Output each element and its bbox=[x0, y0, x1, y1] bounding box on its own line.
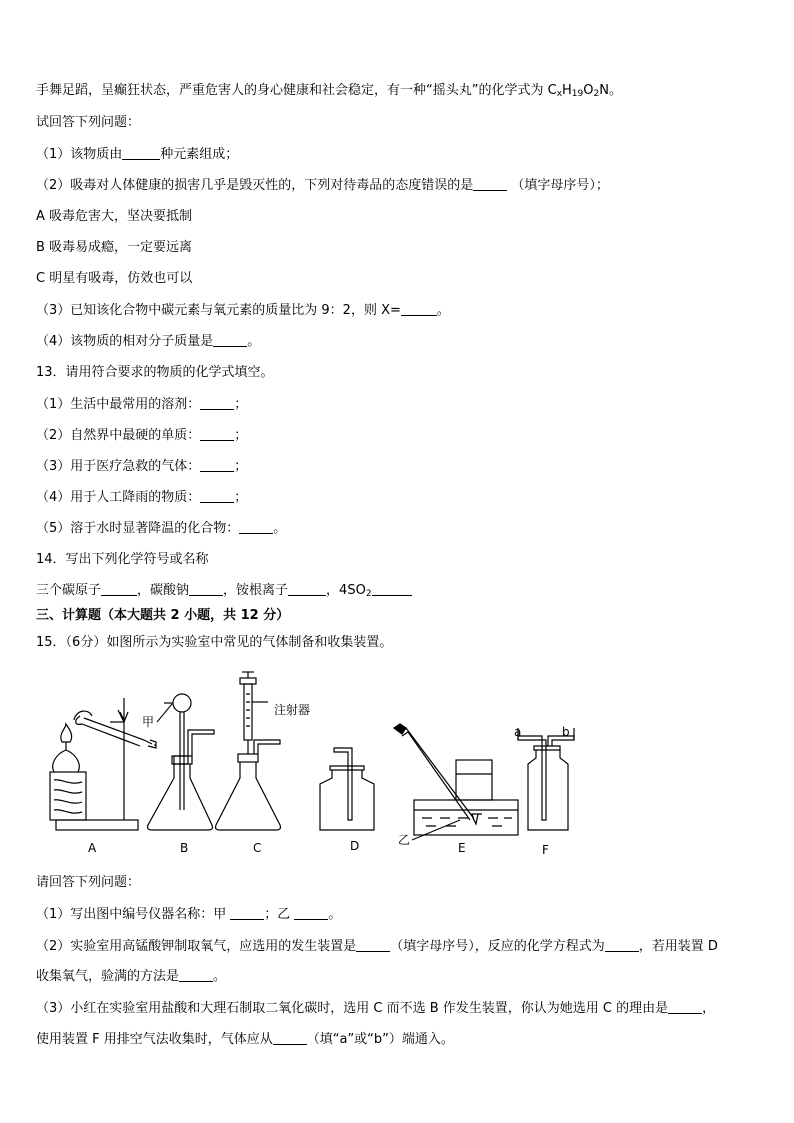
q12-part1: （1）该物质由 种元素组成； bbox=[36, 147, 239, 162]
answer-blank[interactable] bbox=[200, 397, 234, 410]
answer-blank[interactable] bbox=[200, 459, 234, 472]
apparatus-figure bbox=[44, 660, 644, 860]
q13-item-2: （2）自然界中最硬的单质： ； bbox=[36, 428, 248, 443]
q14-title: 14．写出下列化学符号或名称 bbox=[36, 552, 209, 567]
apparatus-a bbox=[50, 698, 156, 830]
q15-part3-cont: 使用装置 F 用排空气法收集时，气体应从 （填“a”或“b”）端通入。 bbox=[36, 1032, 454, 1047]
label-yi: 乙 bbox=[398, 833, 411, 847]
answer-blank[interactable] bbox=[605, 939, 639, 952]
apparatus-e bbox=[394, 724, 518, 835]
label-d: D bbox=[350, 839, 360, 853]
answer-blank[interactable] bbox=[189, 583, 223, 596]
label-port-b: b bbox=[562, 725, 570, 739]
q12-part2: （2）吸毒对人体健康的损害几乎是毁灭性的，下列对待毒品的态度错误的是 （填字母序号）； bbox=[36, 178, 609, 193]
apparatus-f bbox=[518, 728, 574, 830]
label-a: A bbox=[88, 841, 97, 855]
q13-item-4: （4）用于人工降雨的物质： ； bbox=[36, 490, 248, 505]
answer-blank[interactable] bbox=[122, 147, 160, 160]
answer-blank[interactable] bbox=[239, 521, 273, 534]
answer-blank[interactable] bbox=[473, 178, 507, 191]
q12-option-c: C 明星有吸毒，仿效也可以 bbox=[36, 271, 193, 286]
q12-option-b: B 吸毒易成瘾，一定要远离 bbox=[36, 240, 193, 255]
q15-part1: （1）写出图中编号仪器名称：甲 ；乙 。 bbox=[36, 907, 342, 922]
answer-blank[interactable] bbox=[372, 583, 412, 596]
q12-option-a: A 吸毒危害大，坚决要抵制 bbox=[36, 209, 193, 224]
section-heading: 三、计算题（本大题共 2 小题，共 12 分） bbox=[36, 608, 290, 623]
q13-title: 13．请用符合要求的物质的化学式填空。 bbox=[36, 365, 274, 380]
answer-blank[interactable] bbox=[273, 1032, 307, 1045]
q12-part4: （4）该物质的相对分子质量是 。 bbox=[36, 334, 261, 349]
q12-prompt: 试回答下列问题： bbox=[36, 115, 141, 130]
answer-blank[interactable] bbox=[401, 303, 437, 316]
q15-part2-cont: 收集氧气，验满的方法是 。 bbox=[36, 969, 227, 984]
label-c: C bbox=[253, 841, 262, 855]
q13-item-5: （5）溶于水时显著降温的化合物： 。 bbox=[36, 521, 287, 536]
q15-title: 15．（6分）如图所示为实验室中常见的气体制备和收集装置。 bbox=[36, 635, 393, 650]
answer-blank[interactable] bbox=[230, 907, 264, 920]
q14-items: 三个碳原子 ，碳酸钠 ，铵根离子 ，$4SO_2$ bbox=[36, 582, 758, 600]
answer-blank[interactable] bbox=[356, 939, 390, 952]
q13-item-1: （1）生活中最常用的溶剂： ； bbox=[36, 397, 248, 412]
answer-blank[interactable] bbox=[179, 969, 213, 982]
answer-blank[interactable] bbox=[200, 428, 234, 441]
q15-part2: （2）实验室用高锰酸钾制取氧气，应选用的发生装置是 （填字母序号），反应的化学方程式为 ，若用装置 D bbox=[36, 939, 718, 954]
label-f: F bbox=[542, 843, 549, 857]
q13-item-3: （3）用于医疗急救的气体： ； bbox=[36, 459, 248, 474]
q12-intro: 手舞足蹈，呈癫狂状态，严重危害人的身心健康和社会稳定，有一种“摇头丸”的化学式为 $C_xH_{19}O_2N$。 bbox=[36, 83, 622, 99]
answer-blank[interactable] bbox=[668, 1001, 702, 1014]
apparatus-b bbox=[148, 694, 215, 830]
answer-blank[interactable] bbox=[101, 583, 137, 596]
answer-blank[interactable] bbox=[294, 907, 328, 920]
label-syringe: 注射器 bbox=[274, 703, 311, 717]
label-e: E bbox=[458, 841, 466, 855]
label-port-a: a bbox=[514, 725, 522, 739]
q15-prompt: 请回答下列问题： bbox=[36, 875, 141, 890]
q12-part3: （3）已知该化合物中碳元素与氧元素的质量比为 9：2，则 X= 。 bbox=[36, 303, 450, 318]
answer-blank[interactable] bbox=[288, 583, 326, 596]
apparatus-d bbox=[320, 748, 374, 830]
apparatus-c bbox=[216, 672, 281, 830]
answer-blank[interactable] bbox=[200, 490, 234, 503]
answer-blank[interactable] bbox=[213, 334, 247, 347]
q15-part3: （3）小红在实验室用盐酸和大理石制取二氧化碳时，选用 C 而不选 B 作发生装置，你认为她选用 C 的理由是 ， bbox=[36, 1001, 716, 1016]
label-jia: 甲 bbox=[142, 715, 155, 729]
label-b: B bbox=[180, 841, 189, 855]
